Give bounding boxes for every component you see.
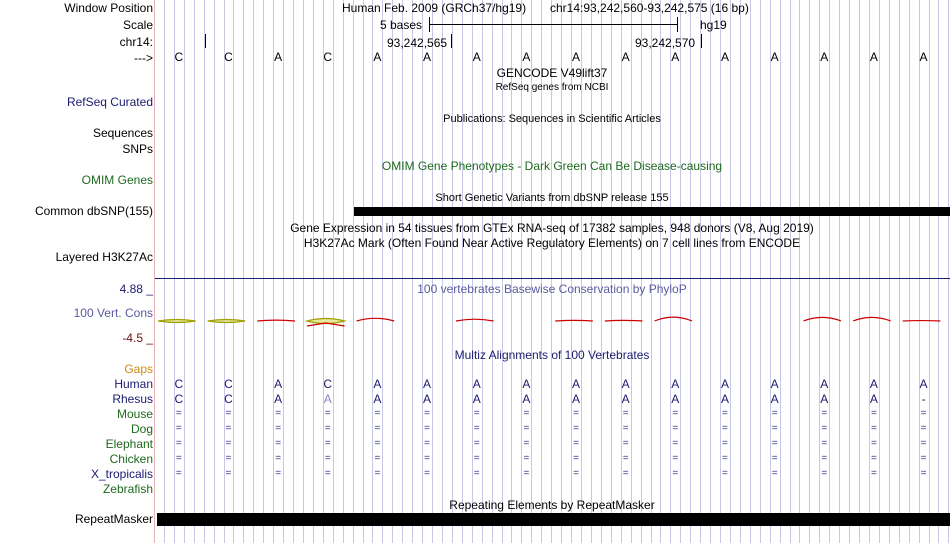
alignment-base: A [720,377,729,391]
alignment-base: A [522,392,531,406]
alignment-base: = [175,408,182,419]
phylop-mark [208,320,246,323]
alignment-base: = [821,423,828,434]
alignment-base: = [225,408,232,419]
alignment-base: = [920,438,927,449]
refseq-subtitle: RefSeq genes from NCBI [495,82,609,93]
alignment-base: A [919,377,928,391]
phylop-track-title[interactable]: 100 vertebrates Basewise Conservation by PhyloP [417,282,687,296]
alignment-base: = [771,423,778,434]
h3k27ac-track-title[interactable]: H3K27Ac Mark (Often Found Near Active Regulatory Elements) on 7 cell lines from ENCODE [303,236,801,250]
alignment-base: = [225,453,232,464]
alignment-base: = [473,408,480,419]
alignment-base: = [821,468,828,479]
alignment-base: = [275,453,282,464]
alignment-base: A [770,392,779,406]
alignment-base: = [424,438,430,449]
alignment-base: = [573,453,579,464]
alignment-base: = [424,423,430,434]
alignment-base: A [820,377,829,391]
alignment-base: = [722,468,728,479]
base-letter: A [572,50,581,64]
alignment-base: = [722,423,728,434]
base-letter: A [720,50,729,64]
alignment-base: = [672,423,679,434]
alignment-base: = [821,453,828,464]
alignment-base: = [771,468,778,479]
alignment-base: C [224,377,233,391]
alignment-base: = [523,453,530,464]
alignment-base: A [671,377,680,391]
alignment-base: = [324,453,331,464]
phylop-mark [605,320,643,321]
alignment-base: = [275,468,282,479]
chrom-label: chr14: [119,35,153,49]
phylop-mark [655,317,693,321]
omim-genes-label[interactable]: OMIM Genes [81,173,153,187]
alignment-base: = [523,408,530,419]
alignment-base: A [323,392,332,406]
alignment-base: A [720,392,729,406]
base-letter: A [770,50,779,64]
alignment-base: = [324,468,331,479]
alignment-base: A [274,377,283,391]
alignment-base: = [175,453,182,464]
alignment-base: A [671,392,680,406]
alignment-base: = [374,438,381,449]
snps-label[interactable]: SNPs [122,142,153,156]
layered-h3k27ac-label[interactable]: Layered H3K27Ac [55,250,153,264]
base-letter: A [423,50,432,64]
phylop-mark [158,320,196,323]
phylop-mark [456,319,494,321]
alignment-base: = [821,438,828,449]
alignment-base: = [573,423,579,434]
alignment-base: = [672,438,679,449]
alignment-base: = [722,453,728,464]
base-letter: A [373,50,382,64]
alignment-base: = [275,438,282,449]
alignment-base: A [373,377,382,391]
alignment-base: = [324,438,331,449]
alignment-base: = [871,468,877,479]
common-dbsnp-label[interactable]: Common dbSNP(155) [34,204,153,218]
sequences-label[interactable]: Sequences [92,126,153,140]
phylop-mark [257,320,295,321]
alignment-base: = [622,453,629,464]
alignment-base: A [472,377,481,391]
alignment-base: = [722,408,728,419]
alignment-base: A [770,377,779,391]
repeatmasker-label[interactable]: RepeatMasker [74,512,153,526]
phylop-max-label: 4.88 _ [119,282,153,296]
alignment-base: = [573,408,579,419]
position-readout: chr14:93,242,560-93,242,575 (16 bp) [550,1,749,15]
alignment-base: = [622,408,629,419]
alignment-base: = [622,423,629,434]
phylop-mark [357,318,395,321]
publications-track-title[interactable]: Publications: Sequences in Scientific Articles [443,113,661,125]
assembly-name: Human Feb. 2009 (GRCh37/hg19) [342,1,527,15]
alignment-base: C [174,377,184,391]
alignment-base: = [871,423,877,434]
species-label-x_tropicalis[interactable]: X_tropicalis [90,467,153,481]
alignment-base: - [921,392,926,406]
alignment-base: = [225,423,232,434]
alignment-base: = [523,468,530,479]
coord-label-1: 93,242,565 [387,36,448,50]
alignment-base: = [920,423,927,434]
alignment-base: = [324,408,331,419]
refseq-curated-label[interactable]: RefSeq Curated [66,95,153,109]
alignment-base: = [672,468,679,479]
phylop-mark [853,317,891,321]
alignment-base: A [373,392,382,406]
strand-label: ---> [134,51,153,65]
alignment-base: = [473,453,480,464]
multiz-track-title[interactable]: Multiz Alignments of 100 Vertebrates [454,348,650,362]
species-label-chicken[interactable]: Chicken [109,452,153,466]
phylop-mark [307,323,345,326]
base-letter: C [323,50,333,64]
alignment-base: = [374,453,381,464]
alignment-base: A [572,377,581,391]
alignment-base: = [473,423,480,434]
alignment-base: = [573,468,579,479]
phylop-min-label: -4.5 _ [122,331,153,345]
alignment-base: A [274,392,283,406]
alignment-base: = [374,468,381,479]
alignment-base: = [175,468,182,479]
alignment-base: A [869,392,878,406]
base-letter: A [869,50,878,64]
base-letter: A [522,50,531,64]
alignment-base: = [275,423,282,434]
scale-text: 5 bases [380,18,423,32]
gencode-track-title[interactable]: GENCODE V49lift37 [496,66,608,80]
alignment-base: = [175,438,182,449]
alignment-base: C [174,392,184,406]
alignment-base: = [473,438,480,449]
repeatmasker-feature-bar[interactable] [157,513,950,526]
scale-label: Scale [122,18,153,32]
alignment-base: = [920,468,927,479]
species-label-dog[interactable]: Dog [130,422,153,436]
alignment-base: = [225,468,232,479]
alignment-base: A [621,377,630,391]
phylop-mark [555,320,593,321]
species-label-mouse[interactable]: Mouse [116,407,153,421]
alignment-base: = [920,453,927,464]
alignment-base: = [374,408,381,419]
alignment-base: = [672,453,679,464]
repeatmasker-track-title[interactable]: Repeating Elements by RepeatMasker [449,498,655,512]
omim-track-title[interactable]: OMIM Gene Phenotypes - Dark Green Can Be Disease-causing [381,159,723,173]
alignment-base: = [722,438,728,449]
alignment-base: A [621,392,630,406]
alignment-base: = [523,438,530,449]
alignment-base: = [275,408,282,419]
gaps-label[interactable]: Gaps [124,362,153,376]
alignment-base: = [175,423,182,434]
alignment-base: = [672,408,679,419]
window-position-label: Window Position [64,1,153,15]
alignment-base: C [224,392,233,406]
base-letter: A [671,50,680,64]
phylop-mark [803,317,841,321]
alignment-base: A [423,377,432,391]
alignment-base: = [871,453,877,464]
alignment-base: = [473,468,480,479]
species-label-rhesus[interactable]: Rhesus [112,392,153,406]
alignment-base: = [374,423,381,434]
alignment-base: = [920,408,927,419]
alignment-base: A [522,377,531,391]
alignment-base: A [472,392,481,406]
species-label-elephant[interactable]: Elephant [105,437,153,451]
alignment-base: = [573,438,579,449]
alignment-base: = [523,423,530,434]
alignment-base: = [871,438,877,449]
base-letter: A [919,50,928,64]
scale-db: hg19 [700,18,727,32]
alignment-base: = [771,408,778,419]
alignment-base: = [771,438,778,449]
base-letter: A [472,50,481,64]
alignment-base: = [324,423,331,434]
alignment-base: = [225,438,232,449]
alignment-base: = [821,408,828,419]
alignment-base: = [871,408,877,419]
alignment-base: = [771,453,778,464]
species-label-zebrafish[interactable]: Zebrafish [102,482,153,496]
gtex-track-title[interactable]: Gene Expression in 54 tissues from GTEx RNA-seq of 17382 samples, 948 donors (V8, Aug 2019) [290,221,814,235]
alignment-base: A [869,377,878,391]
dbsnp-track-title[interactable]: Short Genetic Variants from dbSNP release 155 [435,192,669,204]
base-letter: A [274,50,283,64]
alignment-base: = [424,468,430,479]
alignment-base: A [572,392,581,406]
base-letter: C [224,50,233,64]
alignment-base: = [622,468,629,479]
coord-label-2: 93,242,570 [635,36,696,50]
alignment-base: A [423,392,432,406]
alignment-base: = [424,408,430,419]
alignment-base: = [424,453,430,464]
species-label-human[interactable]: Human [114,377,153,391]
base-letter: A [820,50,829,64]
base-letter: C [174,50,184,64]
base-letter: A [621,50,630,64]
alignment-base: A [820,392,829,406]
alignment-base: = [622,438,629,449]
alignment-base: C [323,377,333,391]
phylop-track-label[interactable]: 100 Vert. Cons [73,306,153,320]
